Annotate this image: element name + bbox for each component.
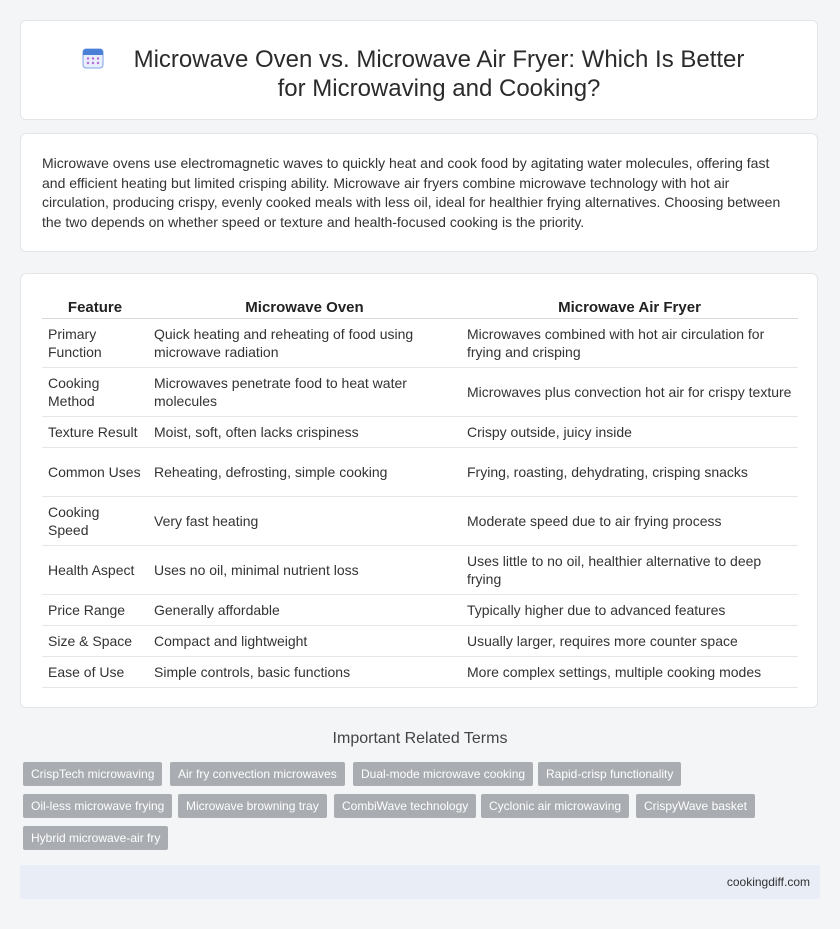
microwave-oven-cell: Very fast heating <box>148 497 461 546</box>
table-row <box>42 368 798 417</box>
table-row <box>42 657 798 688</box>
table-row <box>42 595 798 626</box>
microwave-oven-cell: Uses no oil, minimal nutrient loss <box>148 546 461 595</box>
tag-link[interactable]: Microwave browning tray <box>178 794 327 818</box>
table-row <box>42 546 798 595</box>
tag-link[interactable]: CombiWave technology <box>334 794 476 818</box>
tag-link[interactable]: Dual-mode microwave cooking <box>353 762 533 786</box>
tag-link[interactable]: Cyclonic air microwaving <box>481 794 629 818</box>
microwave-oven-cell: Compact and lightweight <box>148 626 461 657</box>
footer <box>20 865 820 899</box>
feature-cell: Price Range <box>42 595 148 626</box>
comparison-card <box>20 273 818 708</box>
header-feature: Feature <box>42 296 148 319</box>
table-row <box>42 319 798 368</box>
feature-cell: Ease of Use <box>42 657 148 688</box>
intro-card <box>20 133 818 252</box>
related-terms-heading: Important Related Terms <box>332 730 508 747</box>
tag-link[interactable]: Rapid-crisp functionality <box>538 762 681 786</box>
feature-cell: Cooking Speed <box>42 497 148 546</box>
microwave-oven-cell: Reheating, defrosting, simple cooking <box>148 448 461 497</box>
microwave-oven-cell: Microwaves penetrate food to heat water molecules <box>148 368 461 417</box>
header-microwave-air-fryer: Microwave Air Fryer <box>461 296 798 319</box>
air-fryer-cell: Crispy outside, juicy inside <box>461 417 798 448</box>
microwave-oven-cell: Moist, soft, often lacks crispiness <box>148 417 461 448</box>
tag-link[interactable]: CrispTech microwaving <box>23 762 162 786</box>
air-fryer-cell: Microwaves plus convection hot air for crispy texture <box>461 368 798 417</box>
title-card <box>20 20 818 120</box>
comparison-table <box>42 296 798 688</box>
tag-link[interactable]: Hybrid microwave-air fry <box>23 826 168 850</box>
feature-cell: Cooking Method <box>42 368 148 417</box>
feature-cell: Common Uses <box>42 448 148 497</box>
air-fryer-cell: Frying, roasting, dehydrating, crisping snacks <box>461 448 798 497</box>
air-fryer-cell: Typically higher due to advanced features <box>461 595 798 626</box>
tag-link[interactable]: Air fry convection microwaves <box>170 762 345 786</box>
air-fryer-cell: Moderate speed due to air frying process <box>461 497 798 546</box>
air-fryer-cell: Microwaves combined with hot air circulation for frying and crisping <box>461 319 798 368</box>
microwave-oven-cell: Generally affordable <box>148 595 461 626</box>
feature-cell: Primary Function <box>42 319 148 368</box>
air-fryer-cell: Usually larger, requires more counter space <box>461 626 798 657</box>
feature-cell: Texture Result <box>42 417 148 448</box>
table-row <box>42 626 798 657</box>
tag-link[interactable]: Oil-less microwave frying <box>23 794 172 818</box>
page-title: Microwave Oven vs. Microwave Air Fryer: Which Is Better for Microwaving and Cooking? <box>133 46 745 102</box>
header-microwave-oven: Microwave Oven <box>148 296 461 319</box>
microwave-oven-cell: Simple controls, basic functions <box>148 657 461 688</box>
feature-cell: Health Aspect <box>42 546 148 595</box>
table-row <box>42 417 798 448</box>
air-fryer-cell: Uses little to no oil, healthier alternative to deep frying <box>461 546 798 595</box>
intro-paragraph: Microwave ovens use electromagnetic waves to quickly heat and cook food by agitating water molecules, offering fast and efficient heating but limited crisping ability. Microwave air fryers combine microwave technology with hot air circulation, producing crispy, evenly cooked meals with less oil, ideal for healthier frying alternatives. Choosing between the two depends on whether speed or texture and health-focused cooking is the priority. <box>42 155 781 230</box>
air-fryer-cell: More complex settings, multiple cooking modes <box>461 657 798 688</box>
tag-link[interactable]: CrispyWave basket <box>636 794 755 818</box>
footer-site-link[interactable]: cookingdiff.com <box>726 875 810 889</box>
table-row <box>42 497 798 546</box>
feature-cell: Size & Space <box>42 626 148 657</box>
table-row <box>42 448 798 497</box>
microwave-oven-cell: Quick heating and reheating of food using microwave radiation <box>148 319 461 368</box>
table-header-row <box>42 296 798 319</box>
